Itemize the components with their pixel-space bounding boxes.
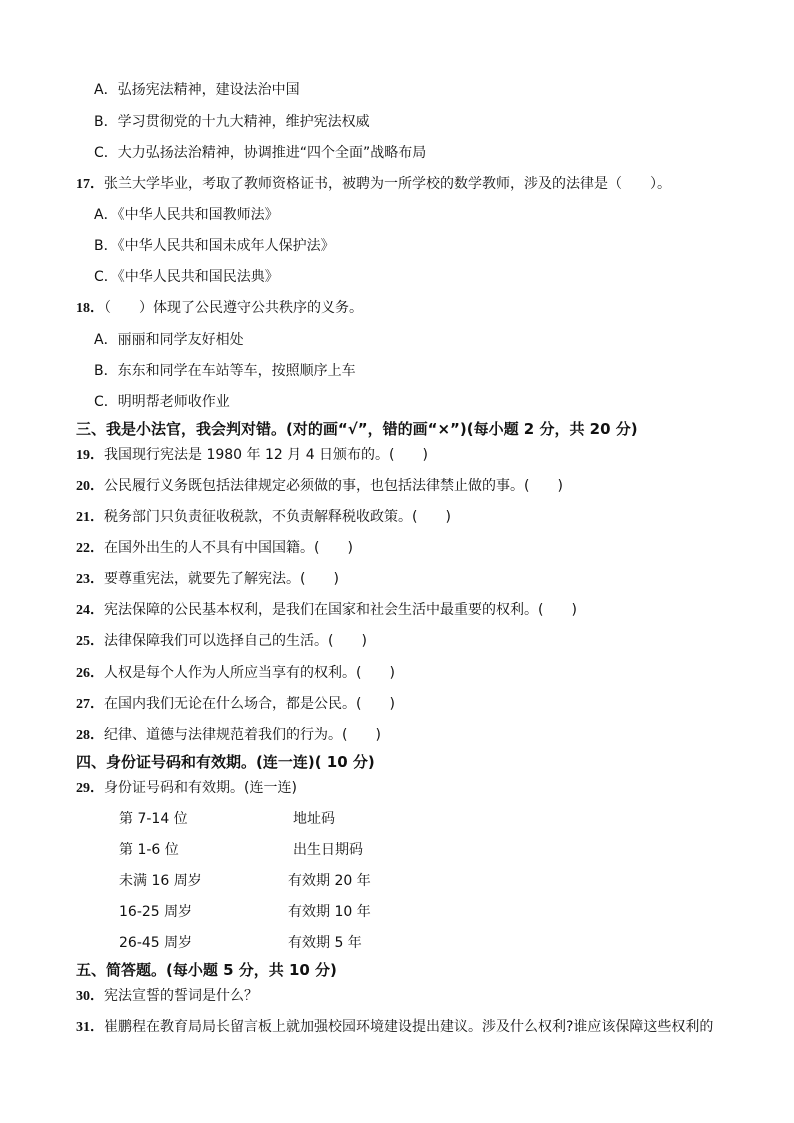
- question-number: 23．: [76, 572, 104, 587]
- match-left-item: 未满 16 周岁: [119, 873, 202, 889]
- question-text: 崔鹏程在教育局局长留言板上就加强校园环境建设提出建议。涉及什么权利?谁应该保障这些权利的: [104, 1019, 714, 1035]
- question-text: 我国现行宪法是 1980 年 12 月 4 日颁布的。( ): [104, 447, 428, 463]
- q16-option-c: C．大力弘扬法治精神，协调推进“四个全面”战略布局: [94, 145, 427, 161]
- q17-option-c: C．《中华人民共和国民法典》: [94, 269, 279, 285]
- question-number: 27．: [76, 697, 104, 712]
- question-22: [76, 538, 353, 559]
- match-right-item: 有效期 10 年: [288, 904, 371, 920]
- question-number: 20．: [76, 479, 104, 494]
- match-right-item: 出生日期码: [293, 842, 363, 858]
- question-29: [76, 778, 297, 799]
- q18-option-a: A．丽丽和同学友好相处: [94, 332, 244, 348]
- question-21: [76, 507, 451, 528]
- match-left-item: 第 7-14 位: [119, 811, 188, 827]
- question-24: [76, 600, 577, 621]
- question-30: [76, 986, 258, 1007]
- question-text: 宪法保障的公民基本权利，是我们在国家和社会生活中最重要的权利。( ): [104, 602, 577, 618]
- question-text: 宪法宣誓的誓词是什么？: [104, 988, 258, 1004]
- question-text: 法律保障我们可以选择自己的生活。( ): [104, 633, 367, 649]
- question-number: 21．: [76, 510, 104, 525]
- question-text: 张兰大学毕业，考取了教师资格证书，被聘为一所学校的数学教师，涉及的法律是（ ）。: [104, 176, 671, 192]
- section-3-heading: 三、我是小法官，我会判对错。(对的画“√”，错的画“×”)(每小题 2 分，共 20 分): [76, 420, 638, 438]
- match-left-item: 26-45 周岁: [119, 935, 193, 951]
- q17-option-b: B．《中华人民共和国未成年人保护法》: [94, 238, 335, 254]
- question-text: 在国外出生的人不具有中国国籍。( ): [104, 540, 353, 556]
- question-number: 26．: [76, 666, 104, 681]
- question-19: [76, 445, 428, 466]
- question-number: 31．: [76, 1020, 104, 1035]
- question-text: 身份证号码和有效期。(连一连): [104, 780, 297, 796]
- section-4-heading: 四、身份证号码和有效期。(连一连)( 10 分): [76, 753, 375, 771]
- question-text: 人权是每个人作为人所应当享有的权利。( ): [104, 665, 395, 681]
- question-number: 29．: [76, 781, 104, 796]
- q16-option-a: A．弘扬宪法精神，建设法治中国: [94, 82, 300, 98]
- question-number: 25．: [76, 634, 104, 649]
- question-17: [76, 174, 671, 195]
- question-number: 30．: [76, 989, 104, 1004]
- question-number: 18．: [76, 301, 104, 316]
- question-number: 22．: [76, 541, 104, 556]
- question-number: 17．: [76, 177, 104, 192]
- question-25: [76, 631, 367, 652]
- question-number: 24．: [76, 603, 104, 618]
- question-31: [76, 1017, 713, 1038]
- question-number: 19．: [76, 448, 104, 463]
- question-text: （ ）体现了公民遵守公共秩序的义务。: [104, 300, 363, 316]
- question-23: [76, 569, 339, 590]
- question-28: [76, 725, 381, 746]
- question-text: 税务部门只负责征收税款，不负责解释税收政策。( ): [104, 509, 451, 525]
- match-right-item: 有效期 5 年: [288, 935, 362, 951]
- q17-option-a: A．《中华人民共和国教师法》: [94, 207, 279, 223]
- q18-option-c: C．明明帮老师收作业: [94, 394, 230, 410]
- match-left-item: 第 1-6 位: [119, 842, 179, 858]
- section-5-heading: 五、简答题。(每小题 5 分，共 10 分): [76, 961, 337, 979]
- question-20: [76, 476, 563, 497]
- question-text: 纪律、道德与法律规范着我们的行为。( ): [104, 727, 381, 743]
- match-right-item: 地址码: [293, 811, 335, 827]
- question-text: 公民履行义务既包括法律规定必须做的事，也包括法律禁止做的事。( ): [104, 478, 563, 494]
- question-text: 在国内我们无论在什么场合，都是公民。( ): [104, 696, 395, 712]
- question-number: 28．: [76, 728, 104, 743]
- match-left-item: 16-25 周岁: [119, 904, 193, 920]
- question-27: [76, 694, 395, 715]
- question-text: 要尊重宪法，就要先了解宪法。( ): [104, 571, 339, 587]
- q16-option-b: B．学习贯彻党的十九大精神，维护宪法权威: [94, 114, 370, 130]
- q18-option-b: B．东东和同学在车站等车，按照顺序上车: [94, 363, 356, 379]
- question-18: [76, 298, 363, 319]
- question-26: [76, 663, 395, 684]
- match-right-item: 有效期 20 年: [288, 873, 371, 889]
